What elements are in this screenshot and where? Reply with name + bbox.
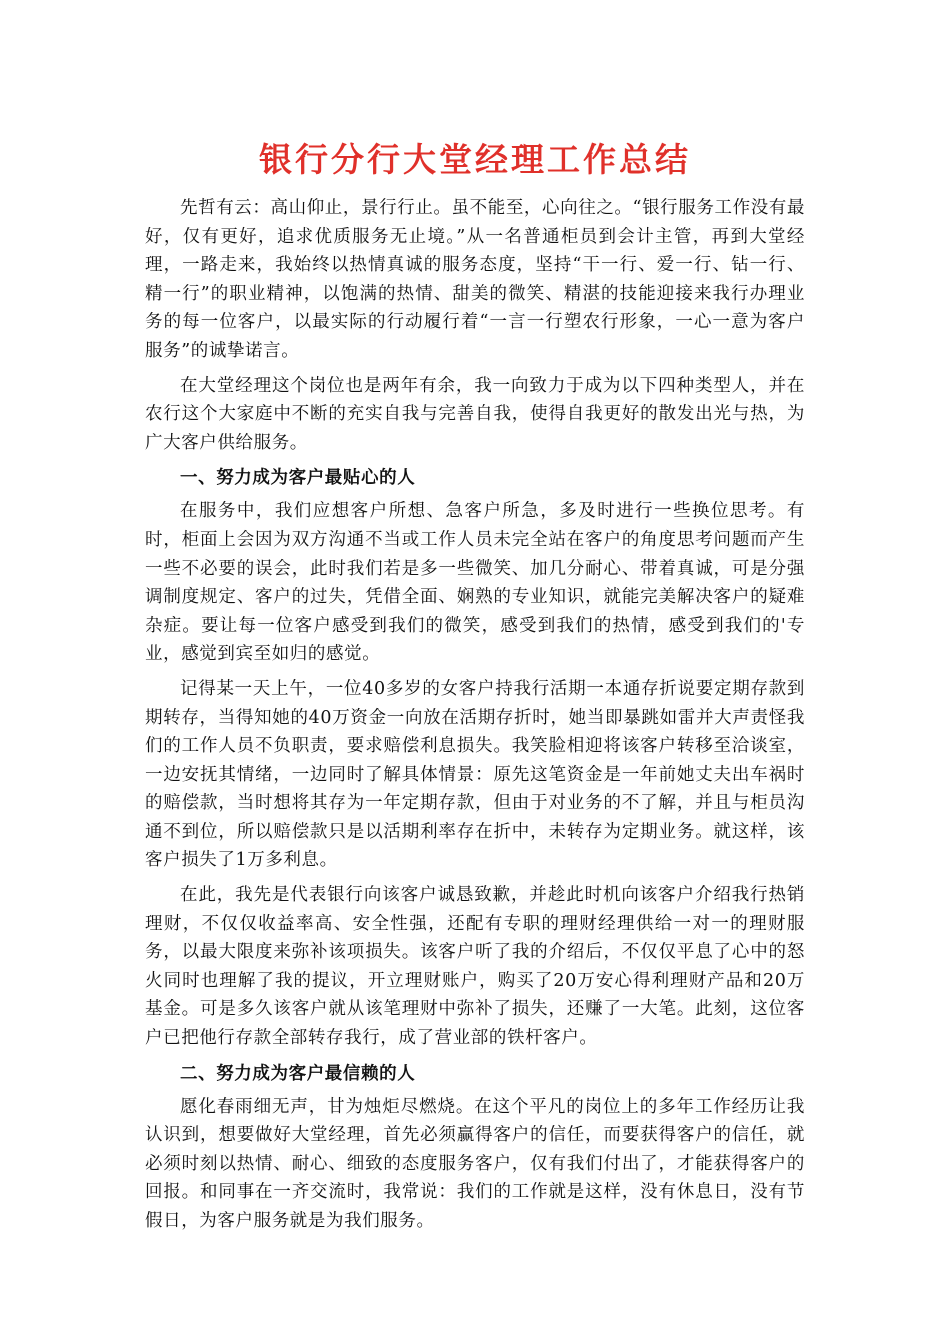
paragraph-service: 在服务中，我们应想客户所想、急客户所急，多及时进行一些换位思考。有时，柜面上会因为双方沟通不当或工作人员未完全站在客户的角度思考问题而产生一些不必要的误会，此时我们若是多一些微笑、加几分耐心、带着真诚，可是分强调制度规定、客户的过失，凭借全面、娴熟的专业知识，就能完美解决客户的疑难杂症。要让每一位客户感受到我们的微笑，感受到我们的热情，感受到我们的'专业，感觉到宾至如归的感觉。 <box>145 501 805 665</box>
paragraph-role: 在大堂经理这个岗位也是两年有余，我一向致力于成为以下四种类型人，并在农行这个大家庭中不断的充实自我与完善自我，使得自我更好的散发出光与热，为广大客户供给服务。 <box>145 375 805 453</box>
paragraph-resolution: 在此，我先是代表银行向该客户诚恳致歉，并趁此时机向该客户介绍我行热销理财，不仅仅收益率高、安全性强，还配有专职的理财经理供给一对一的理财服务，以最大限度来弥补该项损失。该客户听了我的介绍后，不仅仅平息了心中的怒火同时也理解了我的提议，开立理财账户，购买了20万安心得利理财产品和20万基金。可是多久该客户就从该笔理财中弥补了损失，还赚了一大笔。此刻，这位客户已把他行存款全部转存我行，成了营业部的铁杆客户。 <box>145 885 805 1049</box>
paragraph-trust: 愿化春雨细无声，甘为烛炬尽燃烧。在这个平凡的岗位上的多年工作经历让我认识到，想要做好大堂经理，首先必须赢得客户的信任，而要获得客户的信任，就必须时刻以热情、耐心、细致的态度服务客户，仅有我们付出了，才能获得客户的回报。和同事在一齐交流时，我常说：我们的工作就是这样，没有休息日，没有节假日，为客户服务就是为我们服务。 <box>145 1096 805 1231</box>
document-page <box>145 136 805 1242</box>
document-title: 银行分行大堂经理工作总结 <box>259 140 691 179</box>
paragraph-story: 记得某一天上午，一位40多岁的女客户持我行活期一本通存折说要定期存款到期转存，当得知她的40万资金一向放在活期存折时，她当即暴跳如雷并大声责怪我们的工作人员不负职责，要求赔偿利息损失。我笑脸相迎将该客户转移至洽谈室，一边安抚其情绪，一边同时了解具体情景：原先这笔资金是一年前她丈夫出车祸时的赔偿款，当时想将其存为一年定期存款，但由于对业务的不了解，并且与柜员沟通不到位，所以赔偿款只是以活期利率存在折中，未转存为定期业务。就这样，该客户损失了1万多利息。 <box>145 678 805 871</box>
section-heading-2: 二、努力成为客户最信赖的人 <box>180 1063 416 1084</box>
paragraph-intro: 先哲有云：高山仰止，景行行止。虽不能至，心向往之。“银行服务工作没有最好，仅有更好，追求优质服务无止境。”从一名普通柜员到会计主管，再到大堂经理，一路走来，我始终以热情真诚的服务态度，坚持“干一行、爱一行、钻一行、精一行”的职业精神，以饱满的热情、甜美的微笑、精湛的技能迎接来我行办理业务的每一位客户，以最实际的行动履行着“一言一行塑农行形象，一心一意为客户服务”的诚挚诺言。 <box>145 198 805 361</box>
section-heading-1: 一、努力成为客户最贴心的人 <box>180 468 416 489</box>
